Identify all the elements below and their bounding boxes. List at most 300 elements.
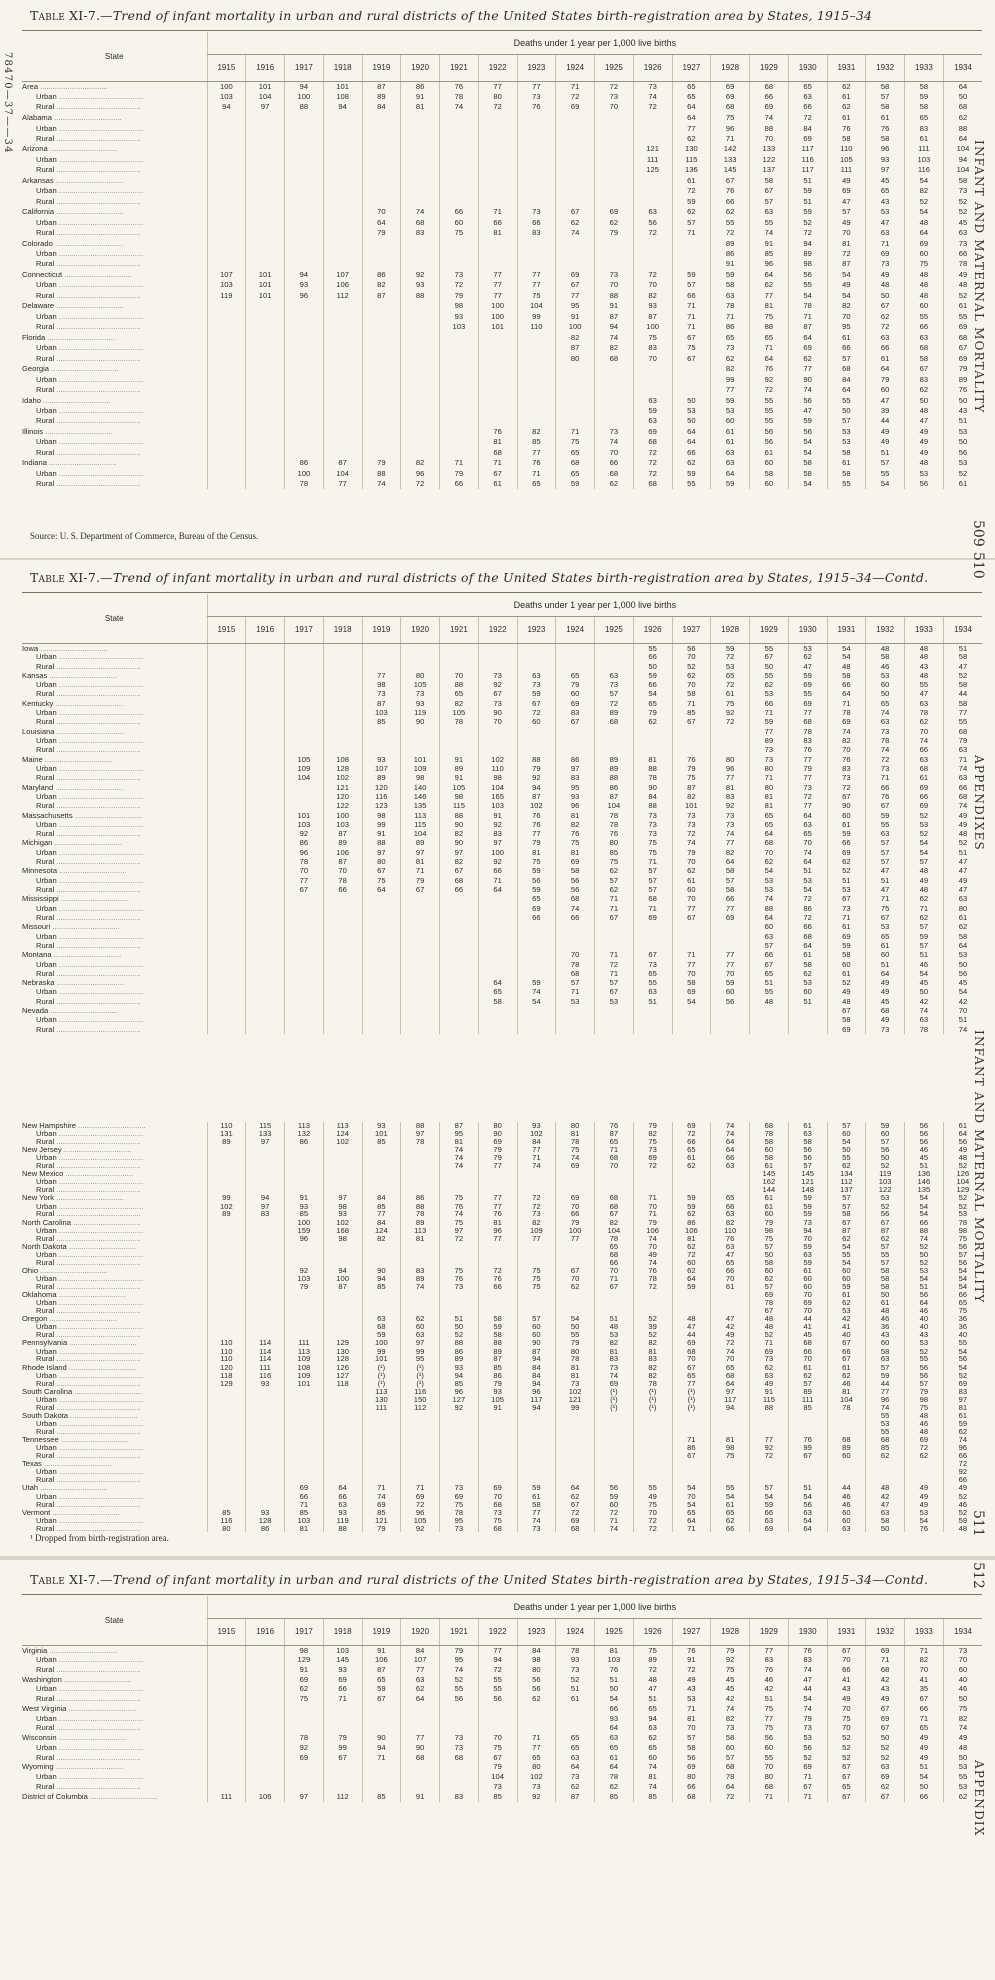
table-cell (556, 1016, 595, 1025)
table-cell (517, 644, 556, 653)
table-cell: 50 (905, 1251, 944, 1259)
table-cell: 68 (595, 468, 634, 478)
table-cell: 55 (556, 1331, 595, 1339)
table-cell: 62 (672, 1210, 711, 1218)
table-row (22, 801, 982, 810)
table-cell: 74 (517, 1517, 556, 1525)
table-cell: 87 (595, 1130, 634, 1138)
table-cell (246, 755, 285, 765)
table-cell: 74 (788, 1665, 827, 1675)
table-cell: 49 (943, 1146, 982, 1154)
table-cell: 103 (905, 155, 944, 165)
table-cell: 62 (943, 1791, 982, 1801)
table-cell: 74 (711, 1130, 750, 1138)
table-cell (362, 1242, 401, 1250)
table-cell (633, 1170, 672, 1178)
table-cell: 69 (672, 1339, 711, 1347)
table-cell: 66 (905, 792, 944, 801)
row-state-label: Ohio ................................ (22, 1266, 108, 1275)
table-cell (207, 364, 246, 375)
row-sublabel: Rural ........................................ (36, 1452, 141, 1460)
table-cell: 73 (750, 1355, 789, 1363)
table-cell: 76 (866, 123, 905, 133)
table-cell: 91 (556, 312, 595, 322)
table-cell: 105 (401, 681, 440, 690)
table-cell (633, 112, 672, 123)
table-cell: 69 (827, 848, 866, 857)
row-sublabel: Rural ........................................ (36, 661, 141, 671)
table-cell (672, 1420, 711, 1428)
table-cell: 59 (827, 941, 866, 950)
table-cell: 82 (517, 426, 556, 437)
table-cell (246, 978, 285, 988)
table-cell (478, 736, 517, 745)
table-cell (207, 708, 246, 717)
table-row (22, 848, 982, 857)
table-cell: 70 (750, 1762, 789, 1772)
table-cell: 72 (401, 479, 440, 489)
table-cell: 72 (556, 1508, 595, 1516)
table-row (22, 92, 982, 102)
table-cell (362, 969, 401, 978)
table-cell: 48 (827, 662, 866, 671)
table-cell (595, 746, 634, 755)
table-cell: 113 (401, 1227, 440, 1235)
table-cell: 70 (943, 1006, 982, 1016)
table-cell (362, 1452, 401, 1460)
table-cell: 78 (711, 1772, 750, 1782)
table-cell: 72 (672, 186, 711, 196)
table-cell: 62 (943, 1428, 982, 1436)
table-cell: 85 (750, 249, 789, 259)
table-cell: 60 (788, 988, 827, 997)
leader-dots: ........................................ (54, 1452, 141, 1460)
table-cell: 53 (788, 876, 827, 885)
table-cell: 62 (672, 1267, 711, 1275)
year-header: 1930 (788, 617, 827, 644)
table-cell: 85 (362, 1283, 401, 1291)
table-cell: 66 (750, 950, 789, 960)
table-cell (827, 1468, 866, 1476)
table-cell: 75 (905, 259, 944, 269)
table-cell (207, 458, 246, 469)
margin-code: 78470—37——34 (2, 52, 13, 154)
table-cell: 50 (943, 395, 982, 406)
table-cell: 45 (905, 1154, 944, 1162)
table-cell: 81 (711, 783, 750, 793)
table-row (22, 312, 982, 322)
table-cell (362, 301, 401, 312)
table-row (22, 374, 982, 384)
table-cell: 92 (401, 269, 440, 280)
leader-dots: ........................................ (54, 384, 141, 394)
table-cell (246, 1299, 285, 1307)
year-header: 1917 (285, 55, 324, 82)
table-cell: 105 (401, 1517, 440, 1525)
table-cell: 68 (866, 1665, 905, 1675)
table-cell: 58 (827, 1210, 866, 1218)
leader-dots: ........................................ (54, 1476, 141, 1485)
table-cell: 86 (672, 1444, 711, 1452)
table-cell: 73 (633, 1146, 672, 1154)
table-cell: 94 (517, 1380, 556, 1388)
table-cell: 60 (672, 885, 711, 894)
table-cell: 71 (827, 913, 866, 922)
table-cell: 80 (556, 1347, 595, 1355)
table-cell: 77 (401, 1733, 440, 1743)
table-cell (362, 1412, 401, 1420)
table-cell: 102 (517, 1130, 556, 1138)
table-cell: 65 (517, 479, 556, 489)
table-cell: 72 (633, 1283, 672, 1291)
table-cell (362, 112, 401, 123)
table-cell: 59 (905, 92, 944, 102)
table-cell: 88 (517, 755, 556, 765)
table-cell: 129 (323, 1339, 362, 1347)
table-cell: 76 (517, 811, 556, 821)
table-cell (207, 736, 246, 745)
table-cell: 109 (401, 764, 440, 773)
table-cell: 59 (672, 1283, 711, 1291)
table-cell: 58 (943, 653, 982, 662)
table-cell (246, 913, 285, 922)
table-cell: 58 (866, 102, 905, 112)
year-header: 1923 (517, 617, 556, 644)
table-cell: 72 (711, 718, 750, 727)
table-cell (207, 755, 246, 765)
table-row (22, 1218, 982, 1226)
table-cell: 57 (595, 876, 634, 885)
table-cell (517, 1016, 556, 1025)
table-cell: 77 (478, 290, 517, 300)
table-cell: 90 (633, 783, 672, 793)
table-cell: 97 (866, 165, 905, 175)
table-cell: 60 (827, 1452, 866, 1460)
table-cell: 74 (750, 228, 789, 238)
table-cell: 116 (246, 1372, 285, 1380)
table-cell: 68 (866, 1006, 905, 1016)
table-cell: 97 (246, 1138, 285, 1146)
table-cell (246, 353, 285, 363)
table-cell: 73 (595, 681, 634, 690)
table-cell (556, 1299, 595, 1307)
table-cell: 64 (362, 217, 401, 227)
table-cell: 87 (866, 1227, 905, 1235)
table-cell (362, 1162, 401, 1170)
table-cell (207, 1646, 246, 1656)
table-cell: 91 (478, 811, 517, 821)
table-cell: 59 (788, 416, 827, 426)
table-cell (478, 662, 517, 671)
table-cell: 91 (478, 1404, 517, 1412)
table-cell (323, 123, 362, 133)
table-cell: 60 (943, 1665, 982, 1675)
table-cell (711, 1016, 750, 1025)
table-cell (246, 681, 285, 690)
table-cell (401, 922, 440, 932)
table-cell: 80 (750, 1772, 789, 1782)
table-row (22, 1420, 982, 1428)
table-cell: 80 (478, 1122, 517, 1130)
table-row (22, 1234, 982, 1242)
leader-dots: ........................................ (56, 1516, 144, 1525)
table-cell: 70 (672, 894, 711, 904)
table-cell: 96 (556, 801, 595, 810)
table-cell (246, 1655, 285, 1665)
leader-dots: ................................ (56, 1733, 127, 1743)
table-cell: 78 (401, 1138, 440, 1146)
table-cell: 50 (595, 1684, 634, 1694)
table-cell (440, 1772, 479, 1782)
table-cell: 79 (440, 1646, 479, 1656)
table-cell (595, 1299, 634, 1307)
table-cell: 109 (285, 1355, 324, 1363)
table-cell: 74 (362, 1492, 401, 1500)
table-cell: 78 (633, 1275, 672, 1283)
table-cell: 62 (672, 671, 711, 681)
table-cell: 77 (478, 280, 517, 290)
table-cell: 55 (750, 1753, 789, 1763)
table-cell: 45 (711, 1674, 750, 1684)
table-cell: 56 (478, 1694, 517, 1704)
table-cell: 64 (866, 364, 905, 375)
table-cell: 67 (478, 468, 517, 478)
table-row (22, 416, 982, 426)
table-cell: 75 (633, 1646, 672, 1656)
table-cell (285, 1723, 324, 1733)
table-cell: 95 (556, 301, 595, 312)
table-cell (711, 746, 750, 755)
table-cell (323, 960, 362, 969)
table-cell: 62 (711, 207, 750, 218)
table-cell (285, 904, 324, 913)
table-cell: 65 (633, 969, 672, 978)
table-cell: 64 (711, 468, 750, 478)
table-cell (246, 857, 285, 866)
table-cell: 66 (285, 1492, 324, 1500)
row-sublabel: Rural ........................................ (36, 384, 141, 394)
row-state-label: Arkansas ................................ (22, 175, 124, 185)
table-cell: 52 (633, 1331, 672, 1339)
table-cell: 56 (711, 997, 750, 1006)
table-cell (246, 1772, 285, 1782)
row-state-label: Colorado ................................ (22, 238, 123, 248)
table-cell (207, 885, 246, 894)
table-cell: 54 (788, 1517, 827, 1525)
table-cell (478, 1452, 517, 1460)
table-cell (711, 1291, 750, 1299)
table-cell: 88 (595, 290, 634, 300)
table-row (22, 228, 982, 238)
table-cell: 80 (711, 755, 750, 765)
table-cell: 87 (362, 290, 401, 300)
table-cell (323, 196, 362, 206)
page-number-511: 511 (970, 1510, 986, 1537)
table-cell: 64 (711, 1146, 750, 1154)
table-cell (285, 123, 324, 133)
table-cell: 46 (905, 1420, 944, 1428)
table-cell: 59 (711, 978, 750, 988)
table-cell: 67 (827, 1791, 866, 1801)
table-cell: 67 (672, 332, 711, 343)
leader-dots: ........................................ (56, 1015, 144, 1025)
table-cell: 69 (362, 1500, 401, 1508)
table-cell: 76 (905, 1525, 944, 1533)
table-cell: 67 (556, 1500, 595, 1508)
table-cell: 83 (788, 1655, 827, 1665)
table-cell: 92 (440, 1404, 479, 1412)
year-header: 1917 (285, 1619, 324, 1646)
row-sublabel: Urban ........................................ (36, 217, 144, 227)
table-cell (285, 1772, 324, 1782)
table-cell: 96 (285, 848, 324, 857)
table-cell (246, 1291, 285, 1299)
table-cell: 73 (517, 681, 556, 690)
table-cell: 67 (866, 1791, 905, 1801)
table-cell (323, 894, 362, 904)
table-cell: 99 (362, 1347, 401, 1355)
table-cell: 91 (750, 1387, 789, 1395)
table-cell: 71 (788, 1791, 827, 1801)
table-cell: 83 (246, 1210, 285, 1218)
table-cell: 66 (672, 290, 711, 300)
table-cell (246, 932, 285, 941)
table-cell: 63 (943, 746, 982, 755)
table-cell: 122 (866, 1186, 905, 1194)
table-cell: 88 (401, 1202, 440, 1210)
table-cell: 92 (478, 820, 517, 829)
table-cell (401, 941, 440, 950)
table-cell: 92 (943, 1468, 982, 1476)
table-row (22, 196, 982, 206)
table-cell (595, 1428, 634, 1436)
table-cell: 90 (788, 374, 827, 384)
table-cell: 63 (595, 671, 634, 681)
table-cell: 81 (750, 792, 789, 801)
table-cell: 113 (323, 1122, 362, 1130)
table-cell: 49 (866, 426, 905, 437)
table-cell: 44 (827, 1484, 866, 1492)
table-cell: 79 (478, 1154, 517, 1162)
table-cell (362, 426, 401, 437)
table-cell: 59 (517, 978, 556, 988)
table-cell: 62 (788, 653, 827, 662)
row-sublabel: Rural ........................................ (36, 1723, 141, 1733)
table-cell (633, 1016, 672, 1025)
table-cell (362, 1016, 401, 1025)
leader-dots: ........................................ (54, 1161, 141, 1170)
table-cell: 74 (905, 1234, 944, 1242)
table-cell: 70 (943, 1655, 982, 1665)
row-state-label: South Dakota ................................ (22, 1411, 138, 1420)
table-cell (633, 1452, 672, 1460)
table-cell: 65 (943, 1299, 982, 1307)
table-cell (672, 1170, 711, 1178)
table-cell (401, 978, 440, 988)
table-cell: 87 (556, 1791, 595, 1801)
table-cell (633, 1460, 672, 1468)
table-row (22, 186, 982, 196)
table-cell (401, 1420, 440, 1428)
table-cell: 75 (633, 332, 672, 343)
table-cell: 77 (750, 1714, 789, 1724)
table-cell: 65 (711, 671, 750, 681)
table-cell: 77 (943, 708, 982, 717)
table-cell: 36 (943, 1315, 982, 1323)
year-header: 1925 (595, 1619, 634, 1646)
table-cell: 73 (595, 269, 634, 280)
table-cell: 64 (827, 690, 866, 699)
page-table-part-2 (0, 552, 995, 1560)
table-cell: 79 (556, 681, 595, 690)
leader-dots: ................................ (58, 1435, 129, 1445)
table-cell (362, 960, 401, 969)
footnote: ¹ Dropped from birth-registration area. (30, 1533, 169, 1543)
table-cell: 58 (866, 1267, 905, 1275)
row-sublabel: Urban ........................................ (36, 764, 144, 774)
table-cell: 73 (440, 1743, 479, 1753)
table-cell: 74 (440, 1210, 479, 1218)
table-cell: 77 (478, 1646, 517, 1656)
table-cell (362, 1154, 401, 1162)
table-cell: 75 (556, 838, 595, 848)
table-cell: 103 (207, 280, 246, 290)
table-row (22, 322, 982, 332)
table-cell: 67 (788, 1452, 827, 1460)
table-cell: 82 (905, 186, 944, 196)
table-cell (246, 1420, 285, 1428)
table-cell: 91 (401, 1791, 440, 1801)
leader-dots: ........................................ (54, 1210, 141, 1219)
table-cell: 49 (943, 1733, 982, 1743)
table-cell: 58 (788, 960, 827, 969)
table-cell: 71 (633, 1194, 672, 1202)
table-cell (401, 1412, 440, 1420)
table-cell: 73 (517, 1210, 556, 1218)
table-cell: 64 (672, 1275, 711, 1283)
table-cell: 79 (672, 848, 711, 857)
table-cell (401, 1762, 440, 1772)
table-cell (517, 385, 556, 395)
table-cell: 78 (788, 727, 827, 737)
table-cell: 75 (556, 1146, 595, 1154)
table-cell (401, 395, 440, 406)
table-cell: 74 (711, 1122, 750, 1130)
table-cell: 53 (943, 1782, 982, 1792)
table-cell (362, 1436, 401, 1444)
table-cell: 65 (595, 1138, 634, 1146)
table-cell (207, 988, 246, 997)
table-cell: 93 (285, 1202, 324, 1210)
table-cell: 72 (633, 1162, 672, 1170)
table-cell: 69 (556, 699, 595, 709)
table-cell (517, 1723, 556, 1733)
table-cell: 63 (556, 1753, 595, 1763)
table-cell: 96 (943, 1444, 982, 1452)
table-cell (440, 932, 479, 941)
table-cell: 102 (207, 1202, 246, 1210)
table-cell: 72 (788, 792, 827, 801)
table-cell: 86 (672, 1218, 711, 1226)
table-cell: 75 (440, 228, 479, 238)
table-cell: 66 (556, 913, 595, 922)
table-cell: 74 (595, 1372, 634, 1380)
table-cell: 63 (866, 1762, 905, 1772)
table-cell: 61 (827, 112, 866, 123)
table-cell (285, 1307, 324, 1315)
table-cell: 41 (905, 1674, 944, 1684)
table-cell: 109 (285, 764, 324, 773)
